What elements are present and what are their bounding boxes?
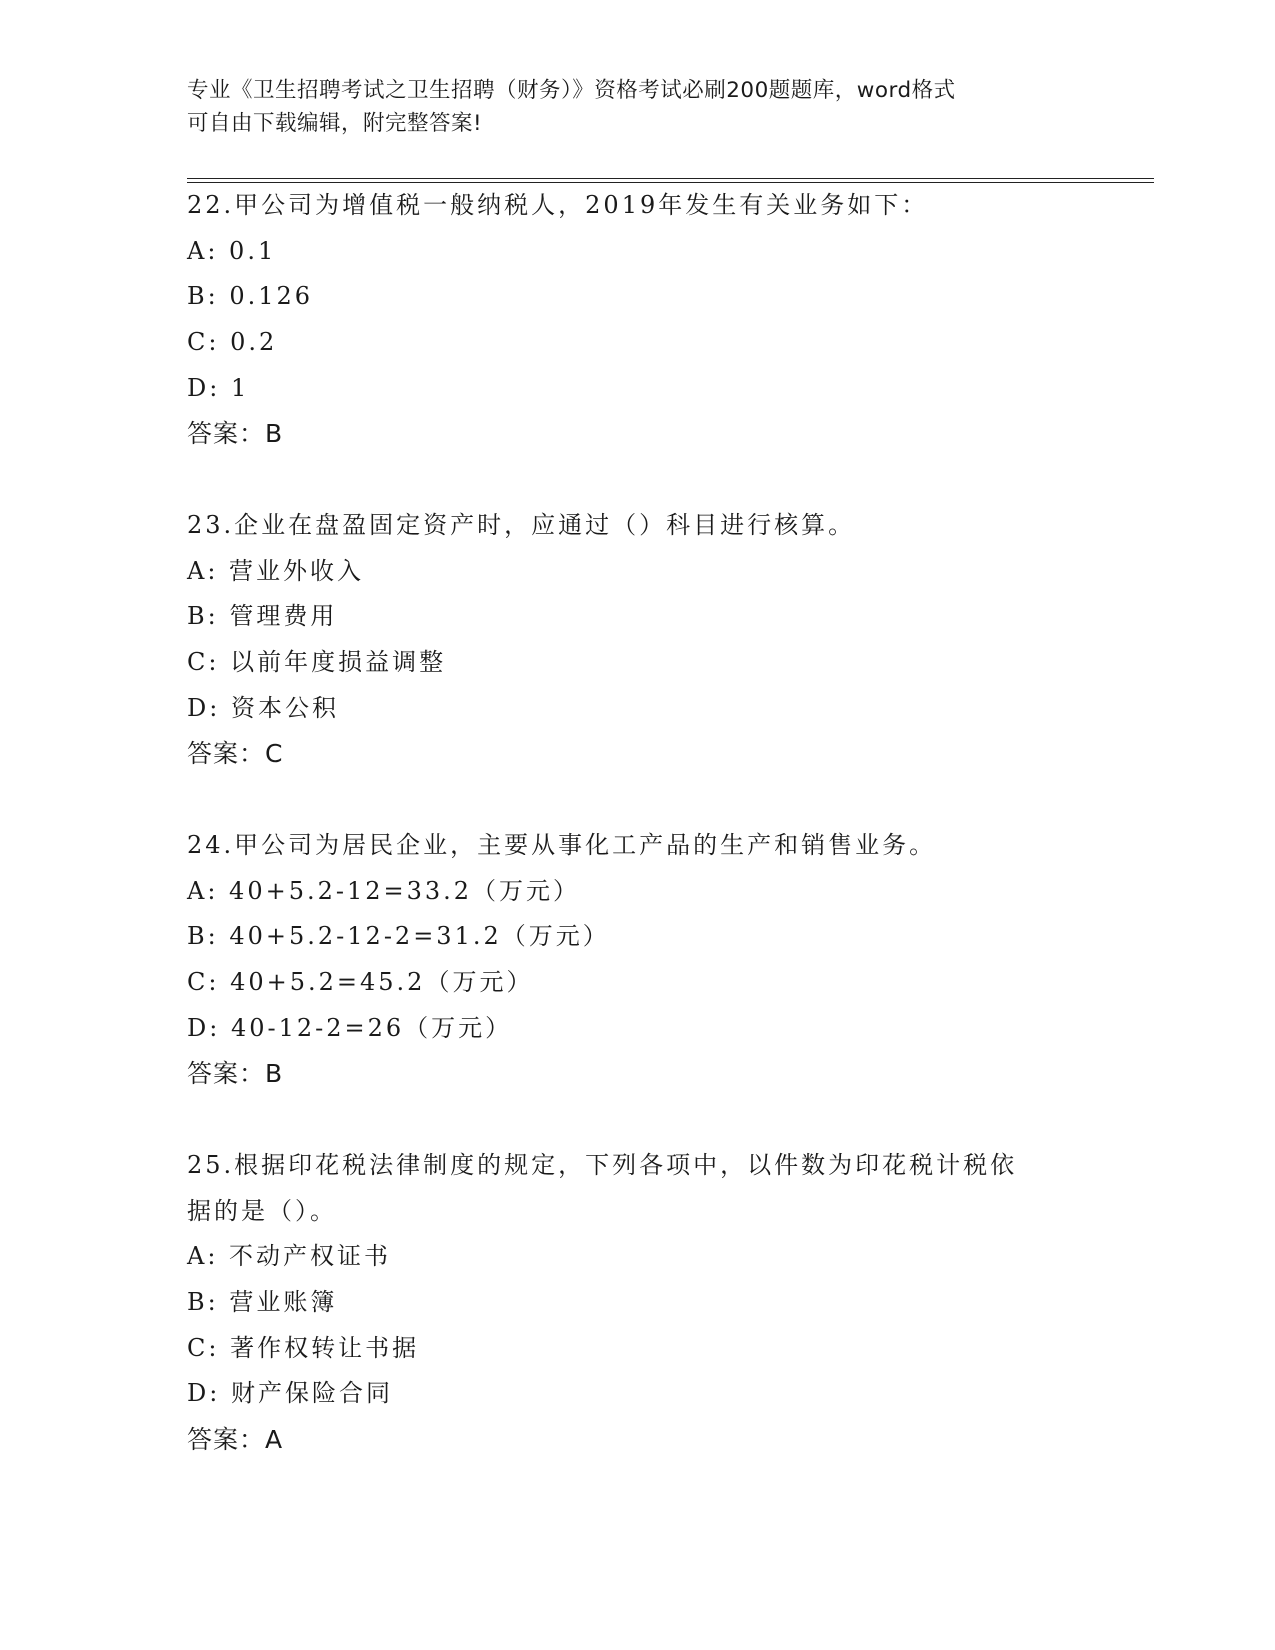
option-b: B: 0.126	[187, 282, 314, 311]
header-line-2: 可自由下载编辑，附完整答案!	[187, 111, 483, 136]
answer: 答案：C	[187, 739, 284, 769]
option-d: D: 40-12-2=26（万元）	[187, 1013, 513, 1042]
question-stem: 23.企业在盘盈固定资产时，应通过（）科目进行核算。	[187, 511, 856, 539]
question-25	[187, 1143, 1087, 1463]
question-stem: 22.甲公司为增值税一般纳税人，2019年发生有关业务如下：	[187, 191, 929, 219]
option-d: D: 资本公积	[187, 693, 339, 722]
option-b: B: 营业账簿	[187, 1288, 338, 1317]
option-a: A: 营业外收入	[187, 556, 365, 585]
document-header	[187, 74, 1087, 140]
question-stem: 24.甲公司为居民企业，主要从事化工产品的生产和销售业务。	[187, 831, 937, 859]
option-a: A: 0.1	[187, 236, 277, 265]
question-stem-line-1: 25.根据印花税法律制度的规定，下列各项中，以件数为印花税计税依	[187, 1151, 1018, 1179]
option-c: C: 著作权转让书据	[187, 1333, 420, 1362]
option-d: D: 财产保险合同	[187, 1379, 393, 1408]
answer: 答案：B	[187, 419, 284, 449]
option-a: A: 不动产权证书	[187, 1242, 392, 1271]
option-c: C: 40+5.2=45.2（万元）	[187, 968, 534, 997]
header-line-1: 专业《卫生招聘考试之卫生招聘（财务）》资格考试必刷200题题库，word格式	[187, 78, 956, 103]
option-b: B: 40+5.2-12-2=31.2（万元）	[187, 922, 610, 951]
option-d: D: 1	[187, 373, 250, 402]
option-b: B: 管理费用	[187, 602, 338, 631]
question-22	[187, 183, 1087, 457]
option-a: A: 40+5.2-12=33.2（万元）	[187, 876, 581, 905]
option-c: C: 以前年度损益调整	[187, 648, 447, 677]
answer: 答案：B	[187, 1059, 284, 1089]
question-24	[187, 823, 1087, 1097]
option-c: C: 0.2	[187, 328, 278, 357]
answer: 答案：A	[187, 1425, 284, 1455]
question-stem-line-2: 据的是（）。	[187, 1196, 337, 1225]
header-rule-top	[187, 178, 1154, 179]
question-23	[187, 503, 1087, 777]
